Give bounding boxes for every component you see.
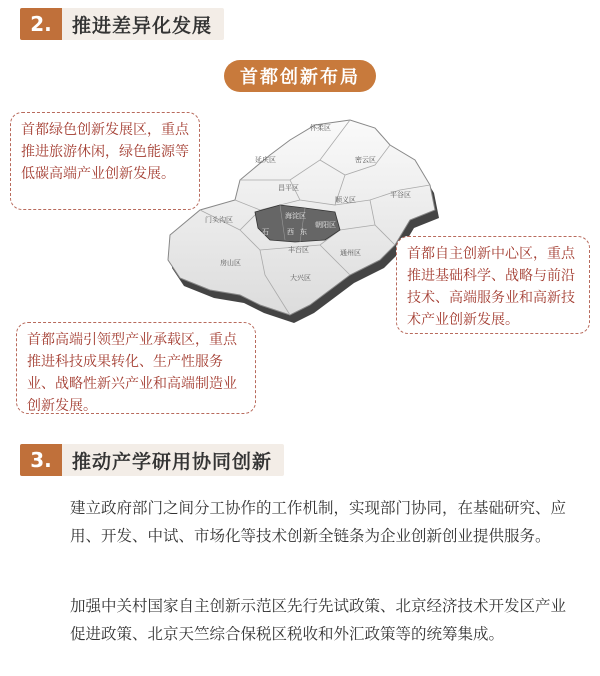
label-xicheng: 西 — [287, 228, 294, 236]
callout-industry-carrier: 首都高端引领型产业承载区，重点推进科技成果转化、生产性服务业、战略性新兴产业和高端制造业创新发展。 — [16, 322, 256, 414]
label-huairou: 怀柔区 — [310, 124, 331, 132]
label-shunyi: 顺义区 — [335, 196, 356, 204]
label-fangshan: 房山区 — [220, 259, 241, 267]
label-changping: 昌平区 — [278, 184, 299, 192]
section-2-header — [20, 8, 224, 40]
label-haidian: 海淀区 — [285, 212, 306, 220]
callout-green-innovation: 首都绿色创新发展区，重点推进旅游休闲，绿色能源等低碳高端产业创新发展。 — [10, 112, 200, 210]
label-daxing: 大兴区 — [290, 274, 311, 282]
label-tongzhou: 通州区 — [340, 249, 361, 257]
section-2-number: 2. — [20, 8, 62, 40]
label-chaoyang: 朝阳区 — [315, 221, 336, 229]
label-dongcheng: 东 — [300, 228, 307, 236]
section-3-title: 推动产学研用协同创新 — [72, 450, 273, 473]
paragraph-policy-integration: 加强中关村国家自主创新示范区先行先试政策、北京经济技术开发区产业促进政策、北京天竺综合保税区税收和外汇政策等的统筹集成。 — [70, 597, 567, 643]
callout-core-innovation: 首都自主创新中心区，重点推进基础科学、战略与前沿技术、高端服务业和高新技术产业创新发展。 — [396, 236, 590, 334]
paragraph-cooperation: 建立政府部门之间分工协作的工作机制，实现部门协同，在基础研究、应用、开发、中试、市场化等技术创新全链条为企业创新创业提供服务。 — [70, 499, 567, 545]
label-fengtai: 丰台区 — [288, 246, 309, 254]
map-title-pill: 首都创新布局 — [224, 60, 376, 92]
label-mentougou: 门头沟区 — [205, 216, 233, 224]
section-3-header — [20, 444, 284, 476]
label-yanqing: 延庆区 — [255, 156, 276, 164]
section-3-number: 3. — [20, 444, 62, 476]
label-shijingshan: 石 — [262, 228, 269, 236]
section-2-title: 推进差异化发展 — [72, 14, 213, 37]
label-miyun: 密云区 — [355, 156, 376, 164]
label-pinggu: 平谷区 — [390, 191, 411, 199]
